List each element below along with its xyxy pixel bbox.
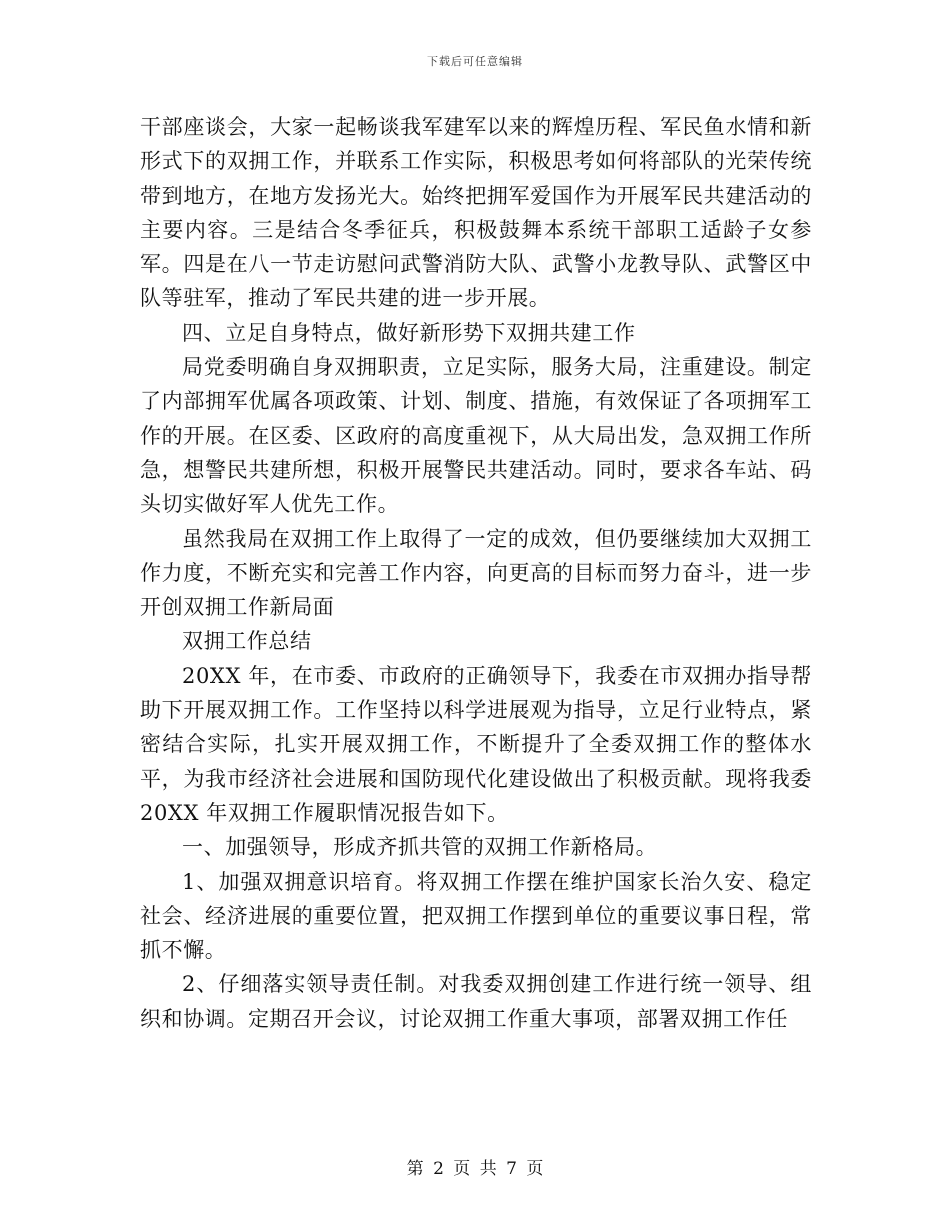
section-heading-four: 四、立足自身特点，做好新形势下双拥共建工作 xyxy=(182,320,636,345)
paragraph-item-2: 2、仔细落实领导责任制。对我委双拥创建工作进行统一领导、组织和协调。定期召开会议，讨论双拥工作重大事项，部署双拥工作任 xyxy=(140,972,812,1031)
paragraph-conclusion: 虽然我局在双拥工作上取得了一定的成效，但仍要继续加大双拥工作力度，不断充实和完善工作内容，向更高的目标而努力奋斗，进一步开创双拥工作新局面 xyxy=(140,526,812,620)
page-header-note: 下载后可任意编辑 xyxy=(427,55,523,68)
document-body xyxy=(140,110,812,1036)
page-number-footer: 第 2 页 共 7 页 xyxy=(406,1159,544,1179)
section-heading-one: 一、加强领导，形成齐抓共管的双拥工作新格局。 xyxy=(182,835,658,860)
paragraph-intro: 20XX 年，在市委、市政府的正确领导下，我委在市双拥办指导帮助下开展双拥工作。工作坚持以科学进展观为指导，立足行业特点，紧密结合实际，扎实开展双拥工作，不断提升了全委双拥工作的整体水平，为我市经济社会进展和国防现代化建设做出了积极贡献。现将我委 20XX 年双拥工作履职情况报告如下。 xyxy=(140,663,812,825)
paragraph-continuation: 干部座谈会，大家一起畅谈我军建军以来的辉煌历程、军民鱼水情和新形式下的双拥工作，并联系工作实际，积极思考如何将部队的光荣传统带到地方，在地方发扬光大。始终把拥军爱国作为开展军民共建活动的主要内容。三是结合冬季征兵，积极鼓舞本系统干部职工适龄子女参军。四是在八一节走访慰问武警消防大队、武警小龙教导队、武警区中队等驻军，推动了军民共建的进一步开展。 xyxy=(140,115,812,311)
paragraph-party-committee: 局党委明确自身双拥职责，立足实际，服务大局，注重建设。制定了内部拥军优属各项政策、计划、制度、措施，有效保证了各项拥军工作的开展。在区委、区政府的高度重视下，从大局出发，急双拥工作所急，想警民共建所想，积极开展警民共建活动。同时，要求各车站、码头切实做好军人优先工作。 xyxy=(140,355,812,517)
document-title: 双拥工作总结 xyxy=(182,629,312,654)
paragraph-item-1: 1、加强双拥意识培育。将双拥工作摆在维护国家长治久安、稳定社会、经济进展的重要位置，把双拥工作摆到单位的重要议事日程，常抓不懈。 xyxy=(140,869,812,963)
